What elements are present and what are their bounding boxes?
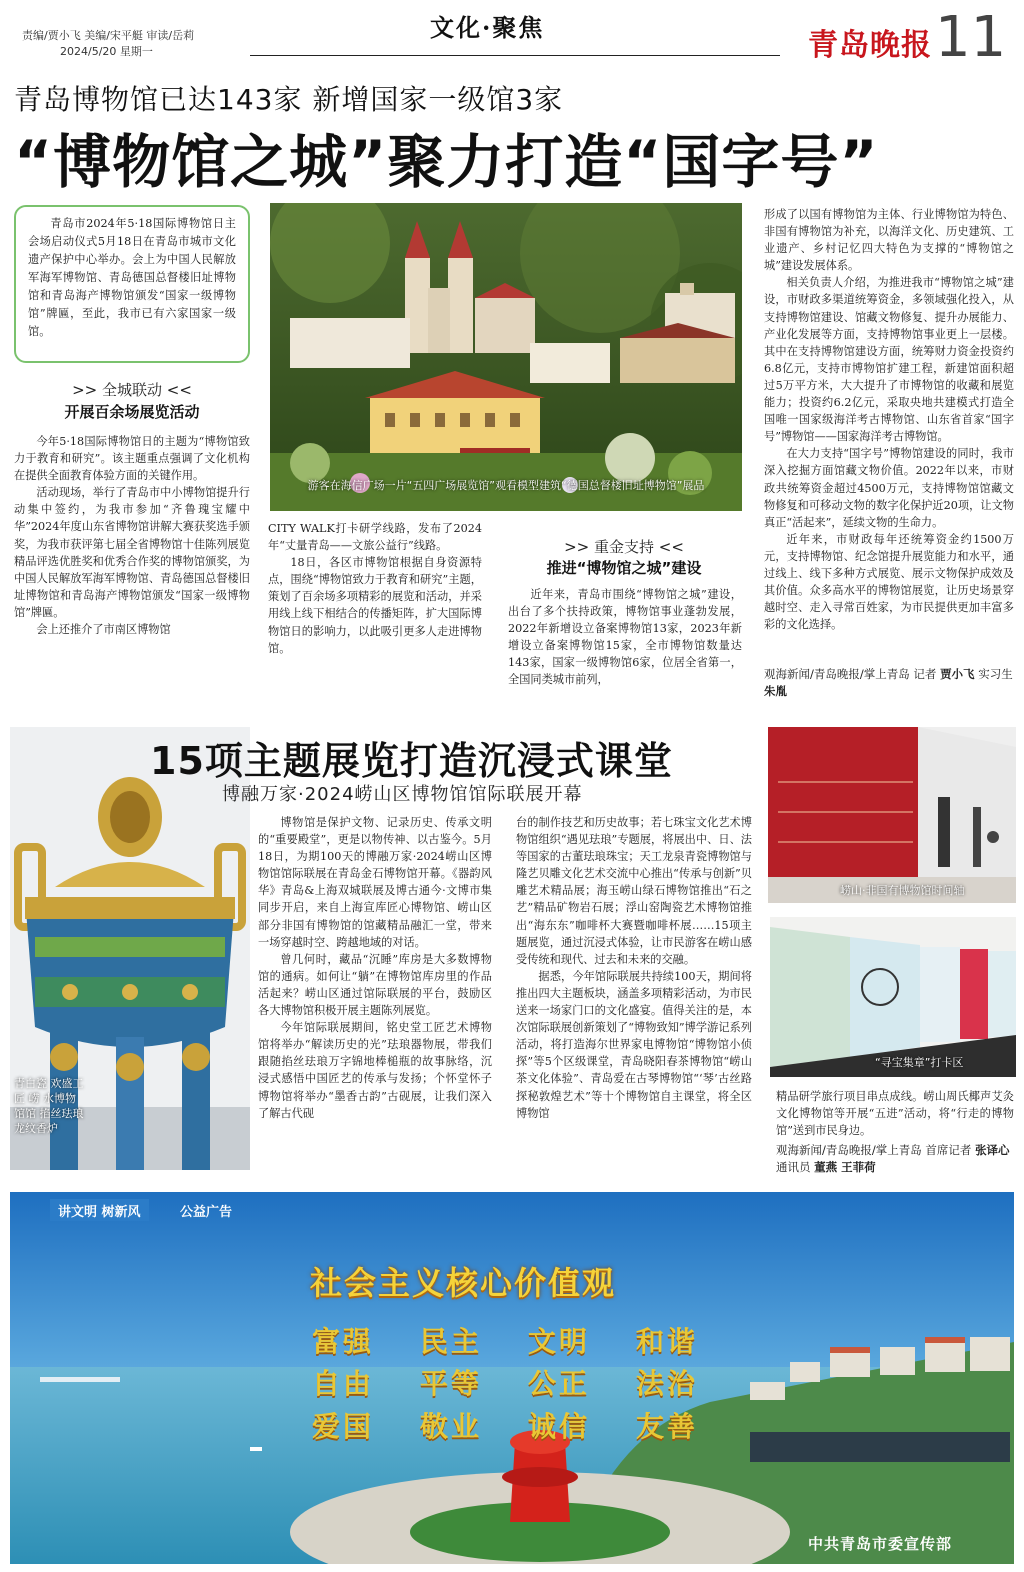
paragraph: 近年来，青岛市围绕“博物馆之城”建设，出台了多个扶持政策，博物馆事业蓬勃发展，2022年新增设立备案博物馆13家，2023年新增设立备案博物馆15家，全市博物馆数量达143家，国家一级博物馆6家，位居全省第一，全国同类城市前列， xyxy=(508,588,742,687)
paragraph: 今年5·18国际博物馆日的主题为“博物馆致力于教育和研究”。该主题重点强调了文化机构在提供全面教育体验方面的关键作用。 xyxy=(14,435,250,483)
paragraph: 近年来，市财政每年还统筹资金约1500万元，支持博物馆、纪念馆提升展览能力和水平，通过线上、线下多种方式展览、展示文物保护成效及其价值。众多高水平的博物馆展览，让历史场景穿越时空、走入寻常百姓家，为市民提供更加丰富多彩的文化选择。 xyxy=(764,532,1014,632)
core-value: 敬业 xyxy=(420,1410,483,1443)
core-value: 友善 xyxy=(636,1410,699,1443)
paragraph: 在大力支持“国字号”博物馆建设的同时，我市深入挖掘方面馆藏文物价值。2022年以来，市财政共统筹资金超过4500万元，支持博物馆馆藏文物修复和可移动文物的数字化保护近20项，让文物真正“活起来”，延续文物的生命力。 xyxy=(764,447,1014,529)
story1-column-1 xyxy=(14,433,250,695)
photo-stamp-checkin-area xyxy=(770,917,1016,1077)
story1-subhead: 青岛博物馆已达143家 新增国家一级馆3家 xyxy=(14,83,564,116)
core-value: 法治 xyxy=(636,1367,699,1400)
paragraph: 会上还推介了市南区博物馆 xyxy=(36,623,171,637)
story2-column-3 xyxy=(776,1088,1014,1140)
paragraph: 今年馆际联展期间，铭史堂工匠艺术博物馆将举办“解读历史的光”珐琅器物展，带我们跟随掐丝珐琅万字锦地棒槌瓶的故事脉络，沉浸式感悟中国匠艺的传承与发扬；个怀堂怀子博物馆将举办“墨香古韵”古砚展，让我们深入了解古代砚 xyxy=(258,1021,492,1120)
paragraph: 曾几何时，藏品“沉睡”库房是大多数博物馆的通病。如何让“躺”在博物馆库房里的作品活起来？崂山区通过馆际联展的平台，鼓励区各大博物馆积极开展主题陈列展览。 xyxy=(258,952,492,1018)
photo-caption: 崂山·非国有博物馆时间轴 xyxy=(840,884,965,897)
core-value: 和谐 xyxy=(636,1325,699,1358)
public-service-ad xyxy=(10,1192,1014,1564)
ad-sponsor: 中共青岛市委宣传部 xyxy=(808,1535,953,1553)
ad-campaign-tag: 讲文明 树新风 xyxy=(50,1199,149,1221)
story1-section2-heading: 推进“博物馆之城”建设 xyxy=(546,559,702,577)
story2-headline: 15项主题展览打造沉浸式课堂 xyxy=(150,739,673,783)
paragraph: 台的制作技艺和历史故事；若七珠宝文化艺术博物馆组织“遇见珐琅”专题展，将展出中、日、法等国家的古董珐琅珠宝；天工龙泉青瓷博物馆与隆艺贝雕文化艺术交流中心推出“传承与创新”贝雕艺术精品展；海玉崂山绿石博物馆推出“石之艺”精品矿物岩石展；浮山窑陶瓷艺术博物馆推出“海东东”咖啡杯大赛暨咖啡杯展……15项主题展览，通过沉浸式体验，让市民游客在崂山感受传统和现代、过去和未来的交融。 xyxy=(516,816,752,966)
story1-section1-kicker: >> 全城联动 << xyxy=(72,381,192,399)
byline-name: 贾小飞 xyxy=(940,667,975,681)
page-number: 11 xyxy=(935,5,1007,70)
byline-role: 实习生 xyxy=(978,667,1013,681)
photo-timeline-wall xyxy=(768,727,1016,903)
core-value: 民主 xyxy=(420,1325,483,1358)
photo-miniature-buildings xyxy=(270,203,742,511)
photo-caption: 游客在海信广场一片“五四广场展览馆”观看模型建筑“德国总督楼旧址博物馆”展品 xyxy=(307,479,705,492)
newspaper-logo: 青岛晚报 xyxy=(808,28,932,63)
core-value: 富强 xyxy=(312,1325,375,1358)
byline-name: 张译心 xyxy=(975,1143,1010,1157)
section-rule xyxy=(250,55,780,56)
byline-name: 朱胤 xyxy=(764,684,787,698)
core-value: 爱国 xyxy=(312,1410,375,1443)
byline-source: 观海新闻/青岛晚报/掌上青岛 记者 xyxy=(764,667,937,681)
photo-caption: “寻宝集章”打卡区 xyxy=(875,1056,964,1069)
timeline-wall-illustration xyxy=(768,727,1016,903)
photo-caption: 青白瓷 欢盛工匠 崂 水博物馆馆 掐丝珐琅 龙纹香炉 xyxy=(14,1077,84,1135)
issue-date: 2024/5/20 星期一 xyxy=(60,45,153,58)
story1-column-2 xyxy=(268,520,482,695)
paragraph: 活动现场，举行了青岛市中小博物馆提升行动集中签约，为我市参加“齐鲁瑰宝耀中华”2024年度山东省博物馆讲解大赛获奖选手颁奖，为我市获评第七届全省博物馆十佳陈列展览精品评选优胜奖和优秀合作奖的博物馆颁奖，为中国人民解放军海军博物馆、青岛德国总督楼旧址博物馆和青岛海产博物馆颁发“国家一级博物馆”牌匾。 xyxy=(14,486,250,619)
ad-label: 公益广告 xyxy=(180,1205,233,1220)
story2-subheadline: 博融万家·2024崂山区博物馆馆际联展开幕 xyxy=(222,784,583,805)
core-value: 文明 xyxy=(528,1325,591,1358)
section-title: 文化·聚焦 xyxy=(430,13,545,42)
paragraph: 博物馆是保护文物、记录历史、传承文明的“重要殿堂”，更是以物传神、以古鉴今。5月18日，为期100天的博融万家·2024崂山区博物馆馆际联展在青岛金石博物馆开幕。《器韵风华》青岛&上海双城联展及博古通今·文博市集同步开启，来自上海宣库匠心博物馆、崂山区部分非国有博物馆的馆藏精品融汇一堂，带来一场穿越时空、跨越地域的对话。 xyxy=(258,816,492,949)
paragraph: 相关负责人介绍，为推进我市“博物馆之城”建设，市财政多渠道统筹资金，多领域强化投入，从支持博物馆建设、馆藏文物修复、提升办展能力、产业化发展等方面，支持博物馆事业更上一层楼。其中在支持博物馆建设方面，统筹财力资金投资约6.8亿元，支持市博物馆扩建工程，新建馆面积超过5万平方米，大大提升了市博物馆的收藏和展览能力；投资约6.2亿元，采取央地共建模式打造全国唯一国家级海洋考古博物馆、山东省首家“国字号”博物馆——国家海洋考古博物馆。 xyxy=(764,276,1014,444)
byline-name: 董燕 王菲荷 xyxy=(814,1160,876,1174)
core-value: 诚信 xyxy=(528,1410,591,1443)
paragraph: 精品研学旅行项目串点成线。崂山周氏椰声艾灸文化博物馆等开展“五进”活动，将“行走的博物馆”送到市民身边。 xyxy=(776,1090,1014,1138)
story1-column-3 xyxy=(508,586,742,696)
core-value: 自由 xyxy=(312,1367,375,1400)
coastal-city-illustration xyxy=(10,1192,1014,1564)
story1-section2-kicker: >> 重金支持 << xyxy=(564,538,684,556)
exhibit-panels-illustration xyxy=(770,917,1016,1077)
story1-lead-box: 青岛市2024年5·18国际博物馆日主会场启动仪式5月18日在青岛市城市文化遗产保护中心举办。会上为中国人民解放军海军博物馆、青岛德国总督楼旧址博物馆和青岛海产博物馆颁发“国家一级博物馆”牌匾，至此，我市已有六家国家一级馆。 xyxy=(14,205,250,363)
core-value: 公正 xyxy=(528,1367,591,1400)
story2-byline xyxy=(776,1142,1014,1176)
story1-section1-heading: 开展百余场展览活动 xyxy=(64,403,200,421)
ad-title: 社会主义核心价值观 xyxy=(310,1264,617,1302)
miniature-buildings-illustration xyxy=(270,203,742,511)
paragraph: CITY WALK打卡研学线路，发布了2024年“丈量青岛——文旅公益行”线路。 xyxy=(268,522,482,553)
paragraph: 18日，各区市博物馆根据自身资源特点，围绕“博物馆致力于教育和研究”主题，策划了百余场多项精彩的展览和活动，并采用线上线下相结合的传播矩阵，扩大国际博物馆日的影响力，以此吸引更多人走进博物馆。 xyxy=(268,556,482,655)
paragraph: 形成了以国有博物馆为主体、行业博物馆为特色、非国有博物馆为补充，以海洋文化、历史建筑、工业遗产、乡村记忆四大特色为支撑的“博物馆之城”建设发展体系。 xyxy=(764,208,1014,273)
byline-source: 观海新闻/青岛晚报/掌上青岛 首席记者 xyxy=(776,1143,972,1157)
story2-column-2 xyxy=(516,814,752,1178)
story1-column-4 xyxy=(764,206,1014,666)
story2-column-1 xyxy=(258,814,492,1178)
story1-headline: “博物馆之城”聚力打造“国字号” xyxy=(14,128,879,196)
core-value: 平等 xyxy=(420,1367,483,1400)
byline-role: 通讯员 xyxy=(776,1160,811,1174)
story1-byline xyxy=(764,666,1014,700)
editors-line: 责编/贾小飞 美编/宋平艇 审读/岳莉 xyxy=(22,29,195,42)
paragraph: 据悉，今年馆际联展共持续100天，期间将推出四大主题板块，涵盖多项精彩活动，为市民送来一场家门口的文化盛宴。值得关注的是，本次馆际联展创新策划了“博物致知”博学游记系列活动，将打造海尔世界家电博物馆“博物馆小侦探”等5个区级课堂，青岛晓阳春茶博物馆“崂山茶文化体验”、青岛爱在古琴博物馆“‘琴’古丝路 探秘敦煌艺术”等十个博物馆自主课堂，将全区博物馆 xyxy=(516,969,752,1120)
